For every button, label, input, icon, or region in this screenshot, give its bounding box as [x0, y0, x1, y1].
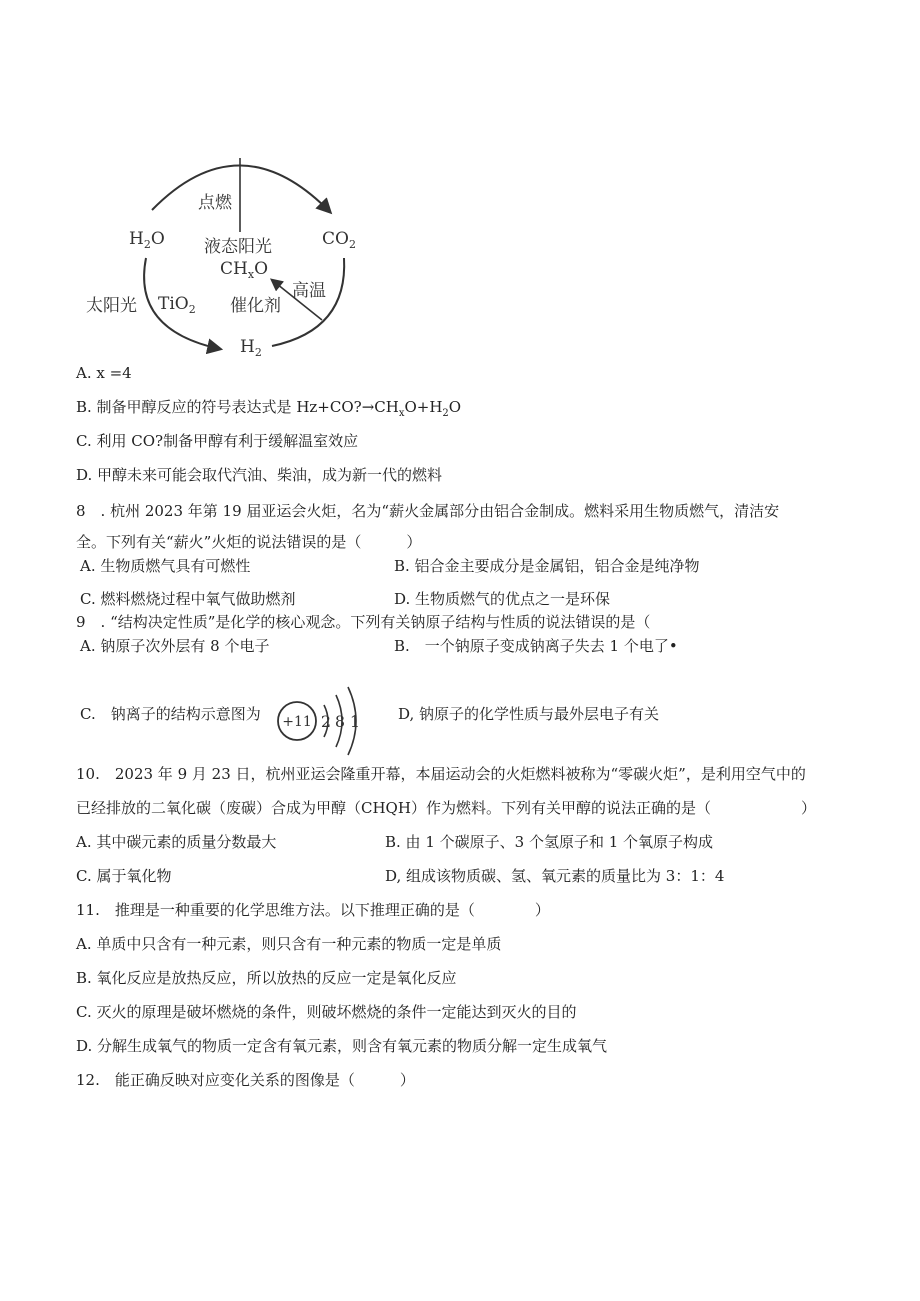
q10-stem-line1: 10. 2023 年 9 月 23 日，杭州亚运会隆重开幕，本届运动会的火炬燃料被称为“零碳火炬”，是利用空气中的 — [76, 765, 806, 783]
q7-option-b: B. 制备甲醇反应的符号表达式是 $Hz+CO?\to CH_xO+H_2O$ — [76, 398, 462, 419]
q10-option-c: C. 属于氧化物 — [76, 867, 172, 885]
q9-option-d: D, 钠原子的化学性质与最外层电子有关 — [398, 705, 660, 723]
q7-option-a: A. x =4 — [76, 364, 132, 382]
arc-right — [272, 258, 344, 346]
sunlight-label: 太阳光 — [86, 296, 137, 316]
methanol-label: $CH_xO$ — [220, 259, 268, 281]
q10-option-a: A. 其中碳元素的质量分数最大 — [76, 833, 277, 851]
nucleus-charge: +11 — [282, 714, 312, 730]
ignite-label: 点燃 — [198, 193, 232, 213]
q11-option-b: B. 氧化反应是放热反应，所以放热的反应一定是氧化反应 — [76, 969, 457, 987]
q9-option-c: C. 钠离子的结构示意图为 — [80, 705, 261, 723]
q11-stem: 11. 推理是一种重要的化学思维方法。以下推理正确的是（ ） — [76, 901, 550, 919]
h2-label: $H_2$ — [240, 337, 262, 359]
q10-option-d: D, 组成该物质碳、氢、氧元素的质量比为 3：1：4 — [385, 867, 725, 885]
q9-option-a: A. 钠原子次外层有 8 个电子 — [80, 637, 270, 655]
high-temp-label: 高温 — [292, 281, 326, 301]
water-label: $H_2O$ — [129, 229, 165, 251]
q9-stem: 9 . “结构决定性质”是化学的核心观念。下列有关钠原子结构与性质的说法错误的是（ — [76, 613, 651, 631]
q7-option-c: C. 利用 CO?制备甲醇有利于缓解温室效应 — [76, 432, 359, 450]
q8-stem-line1: 8 . 杭州 2023 年第 19 届亚运会火炬，名为“薪火金属部分由铝合金制成。燃料采用生物质燃气，清洁安 — [76, 502, 780, 520]
q8-option-a: A. 生物质燃气具有可燃性 — [80, 557, 251, 575]
arc-top-arrow — [152, 165, 330, 212]
q8-stem-line2: 全。下列有关“薪火”火炬的说法错误的是（ ） — [76, 533, 422, 551]
q8-option-d: D. 生物质燃气的优点之一是环保 — [394, 590, 611, 608]
q10-stem-line2: 已经排放的二氧化碳（废碳）合成为甲醇（CHQH）作为燃料。下列有关甲醇的说法正确的是（ ） — [76, 799, 816, 817]
shell-3-electrons: 1 — [349, 712, 361, 731]
sodium-ion-diagram — [276, 683, 376, 763]
tio2-label: TiO$_2$ — [158, 294, 196, 316]
shell-2-electrons: 8 — [334, 712, 346, 731]
q11-option-c: C. 灭火的原理是破坏燃烧的条件，则破坏燃烧的条件一定能达到灭火的目的 — [76, 1003, 577, 1021]
catalyst-label: 催化剂 — [230, 296, 281, 316]
q7-option-d: D. 甲醇未来可能会取代汽油、柴油，成为新一代的燃料 — [76, 466, 443, 484]
liquid-sunlight-label: 液态阳光 — [204, 237, 272, 257]
q11-option-a: A. 单质中只含有一种元素，则只含有一种元素的物质一定是单质 — [76, 935, 502, 953]
co2-label: $CO_2$ — [322, 229, 356, 251]
q8-option-c: C. 燃料燃烧过程中氧气做助燃剂 — [80, 590, 296, 608]
methanol-cycle-diagram — [0, 0, 920, 380]
shell-1-electrons: 2 — [320, 712, 332, 731]
q8-option-b: B. 铝合金主要成分是金属铝，铝合金是纯净物 — [394, 557, 700, 575]
q11-option-d: D. 分解生成氧气的物质一定含有氧元素，则含有氧元素的物质分解一定生成氧气 — [76, 1037, 608, 1055]
q9-option-b: B. 一个钠原子变成钠离子失去 1 个电了• — [394, 637, 678, 655]
q10-option-b: B. 由 1 个碳原子、3 个氢原子和 1 个氧原子构成 — [385, 833, 714, 851]
q12-stem: 12. 能正确反映对应变化关系的图像是（ ） — [76, 1071, 415, 1089]
